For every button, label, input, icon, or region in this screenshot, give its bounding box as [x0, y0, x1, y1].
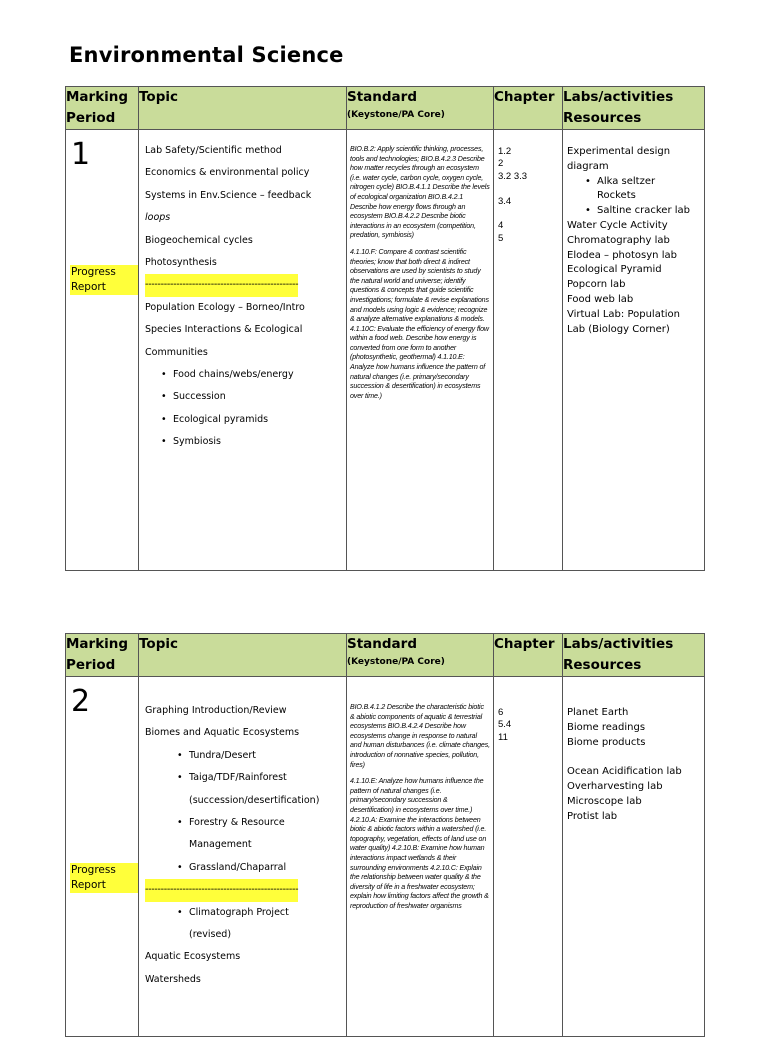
- lab-item: Virtual Lab: Population: [567, 308, 680, 320]
- topic-item: Biomes and Aquatic Ecosystems: [145, 727, 300, 739]
- lab-item: Elodea – photosyn lab: [567, 249, 677, 261]
- lab-item: Overharvesting lab: [567, 780, 663, 792]
- chapter-number: 3.2 3.3: [498, 170, 528, 182]
- labs-cell: [563, 677, 705, 1037]
- chapter-cell: [494, 130, 563, 571]
- topic-item: Biogeochemical cycles: [145, 234, 253, 246]
- standard-cell: [347, 677, 494, 1037]
- lab-item: Water Cycle Activity: [567, 219, 668, 231]
- lab-bullet: • Alka seltzer: [567, 175, 704, 190]
- topic-item: Photosynthesis: [145, 257, 217, 269]
- chapter-number: 1.2: [498, 146, 512, 157]
- chapter-number: 2: [498, 158, 504, 170]
- lab-item: Ocean Acidification lab: [567, 766, 682, 778]
- standard-text: BIO.B.2: Apply scientific thinking, processes, tools and technologies; BIO.B.4.2.3 Describe how matter recycles through an ecosystem (i.e. water cycle, carbon cycle, oxygen cycle, nitrogen cycle) BIO.B.4.1.1 Describe the levels of ecological organization BIO.B.4.2.1 Describe how energy flows through an ecosystem BIO.B.4.2.2 Describe biotic interactions in an ecosystem (competition, predation, symbiosis): [350, 145, 490, 240]
- document-title: Environmental Science: [69, 43, 344, 67]
- header-topic: Topic: [139, 87, 347, 130]
- topic-item: Graphing Introduction/Review: [145, 705, 287, 716]
- lab-item: diagram: [567, 160, 609, 172]
- table-header-row: [66, 87, 705, 130]
- topic-item: Population Ecology – Borneo/Intro: [145, 301, 305, 313]
- topic-bullet: • Grassland/Chaparral: [139, 857, 346, 879]
- table-header-row: [66, 634, 705, 677]
- topic-item: Economics & environmental policy: [145, 167, 310, 179]
- topic-item: Communities: [145, 346, 208, 358]
- header-topic: Topic: [139, 634, 347, 677]
- topic-bullet: • Tundra/Desert: [139, 745, 346, 767]
- header-chapter: Chapter: [494, 634, 563, 677]
- table-row: [66, 130, 705, 571]
- chapter-cell: [494, 677, 563, 1037]
- chapter-number: 6: [498, 707, 504, 718]
- topic-bullet-continuation: (revised): [189, 929, 232, 941]
- chapter-number: 11: [498, 731, 508, 743]
- topic-item: Species Interactions & Ecological: [145, 324, 303, 336]
- progress-report-label: Progress Report: [70, 265, 138, 295]
- topic-bullet: • Taiga/TDF/Rainforest: [139, 767, 346, 789]
- lab-item: Food web lab: [567, 293, 634, 305]
- topic-bullet: • Forestry & Resource: [139, 812, 346, 834]
- period-number: 2: [71, 684, 91, 719]
- marking-period-cell: [66, 130, 139, 571]
- labs-cell: [563, 130, 705, 571]
- topic-cell: [139, 677, 347, 1037]
- standard-text: 4.1.10.F: Compare & contrast scientific theories; know that both direct & indirect observations are used by scientists to study the natural world and universe; identify questions & concepts that guide scientific investigations; formulate & revise explanations and models using logic & evidence; recognize & analyze alternative explanations & models. 4.1.10C: Evaluate the efficiency of energy flow within a food web. Describe how energy is converted from one form to another (photosynthetic, geothermal) 4.1.10.E: Analyze how humans influence the pattern of natural changes (i.e. primary/secondary succession & desertification) in ecosystems over time.): [350, 247, 489, 400]
- topic-item: Aquatic Ecosystems: [145, 951, 241, 963]
- header-labs: Labs/activities Resources: [563, 87, 705, 130]
- divider-line: -------------------------------------------------: [139, 879, 346, 901]
- topic-item: loops: [145, 212, 171, 224]
- lab-bullet-continuation: Rockets: [597, 190, 636, 202]
- standard-text: BIO.B.4.1.2 Describe the characteristic biotic & abiotic components of aquatic & terrestrial ecosystems BIO.B.4.2.4 Describe how ecosystems change in response to natural and human disturbances (i.e. climate changes, introduction of nonnative species, pollution, fires): [350, 703, 490, 769]
- lab-item: Protist lab: [567, 810, 618, 822]
- topic-cell: [139, 130, 347, 571]
- curriculum-table-2: [65, 633, 705, 1037]
- topic-bullet: • Climatograph Project: [139, 902, 346, 924]
- topic-bullet: • Ecological pyramids: [139, 409, 346, 431]
- table-row: [66, 677, 705, 1037]
- topic-bullet-continuation: Management: [189, 839, 252, 851]
- header-chapter: Chapter: [494, 87, 563, 130]
- header-standard: Standard (Keystone/PA Core): [347, 634, 494, 677]
- header-marking-period: Marking Period: [66, 87, 139, 130]
- chapter-number: 4: [498, 220, 504, 232]
- chapter-number: 5.4: [498, 719, 512, 731]
- lab-item: Ecological Pyramid: [567, 264, 662, 276]
- lab-item: Planet Earth: [567, 707, 629, 718]
- lab-item: Biome products: [567, 736, 646, 748]
- lab-item: Biome readings: [567, 721, 646, 733]
- period-number: 1: [71, 137, 91, 172]
- divider-line: -------------------------------------------------: [139, 274, 346, 296]
- curriculum-table-1: [65, 86, 705, 571]
- marking-period-cell: [66, 677, 139, 1037]
- progress-report-label: Progress Report: [70, 863, 138, 893]
- topic-bullet: • Succession: [139, 386, 346, 408]
- lab-item: Microscope lab: [567, 795, 642, 807]
- topic-item: Watersheds: [145, 973, 201, 985]
- chapter-number: 5: [498, 232, 504, 244]
- lab-bullet: • Saltine cracker lab: [567, 204, 704, 219]
- header-marking-period: Marking Period: [66, 634, 139, 677]
- standard-cell: [347, 130, 494, 571]
- header-standard: Standard (Keystone/PA Core): [347, 87, 494, 130]
- lab-item: Popcorn lab: [567, 279, 626, 291]
- header-labs: Labs/activities Resources: [563, 634, 705, 677]
- topic-bullet: • Food chains/webs/energy: [139, 364, 346, 386]
- lab-item: Experimental design: [567, 146, 671, 157]
- topic-item: Lab Safety/Scientific method: [145, 145, 282, 156]
- lab-item: Chromatography lab: [567, 234, 670, 246]
- topic-bullet: • Symbiosis: [139, 431, 346, 453]
- standard-text: 4.1.10.E: Analyze how humans influence the pattern of natural changes (i.e. primary/secondary succession & desertification) in ecosystems over time.) 4.2.10.A: Examine the interactions between biotic & abiotic factors within a watershed (i.e. topography, vegetation, effects of land use on water quality) 4.2.10.B: Examine how human interactions impact wetlands & their surrounding environments 4.2.10.C: Explain the relationship between water quality & the diversity of life in a freshwater ecosystem; explain how limiting factors affect the growth & reproduction of freshwater organisms: [350, 777, 489, 910]
- lab-item: Lab (Biology Corner): [567, 323, 670, 335]
- topic-bullet-continuation: (succession/desertification): [189, 794, 320, 806]
- topic-item: Systems in Env.Science – feedback: [145, 189, 312, 201]
- chapter-number: 3.4: [498, 195, 512, 207]
